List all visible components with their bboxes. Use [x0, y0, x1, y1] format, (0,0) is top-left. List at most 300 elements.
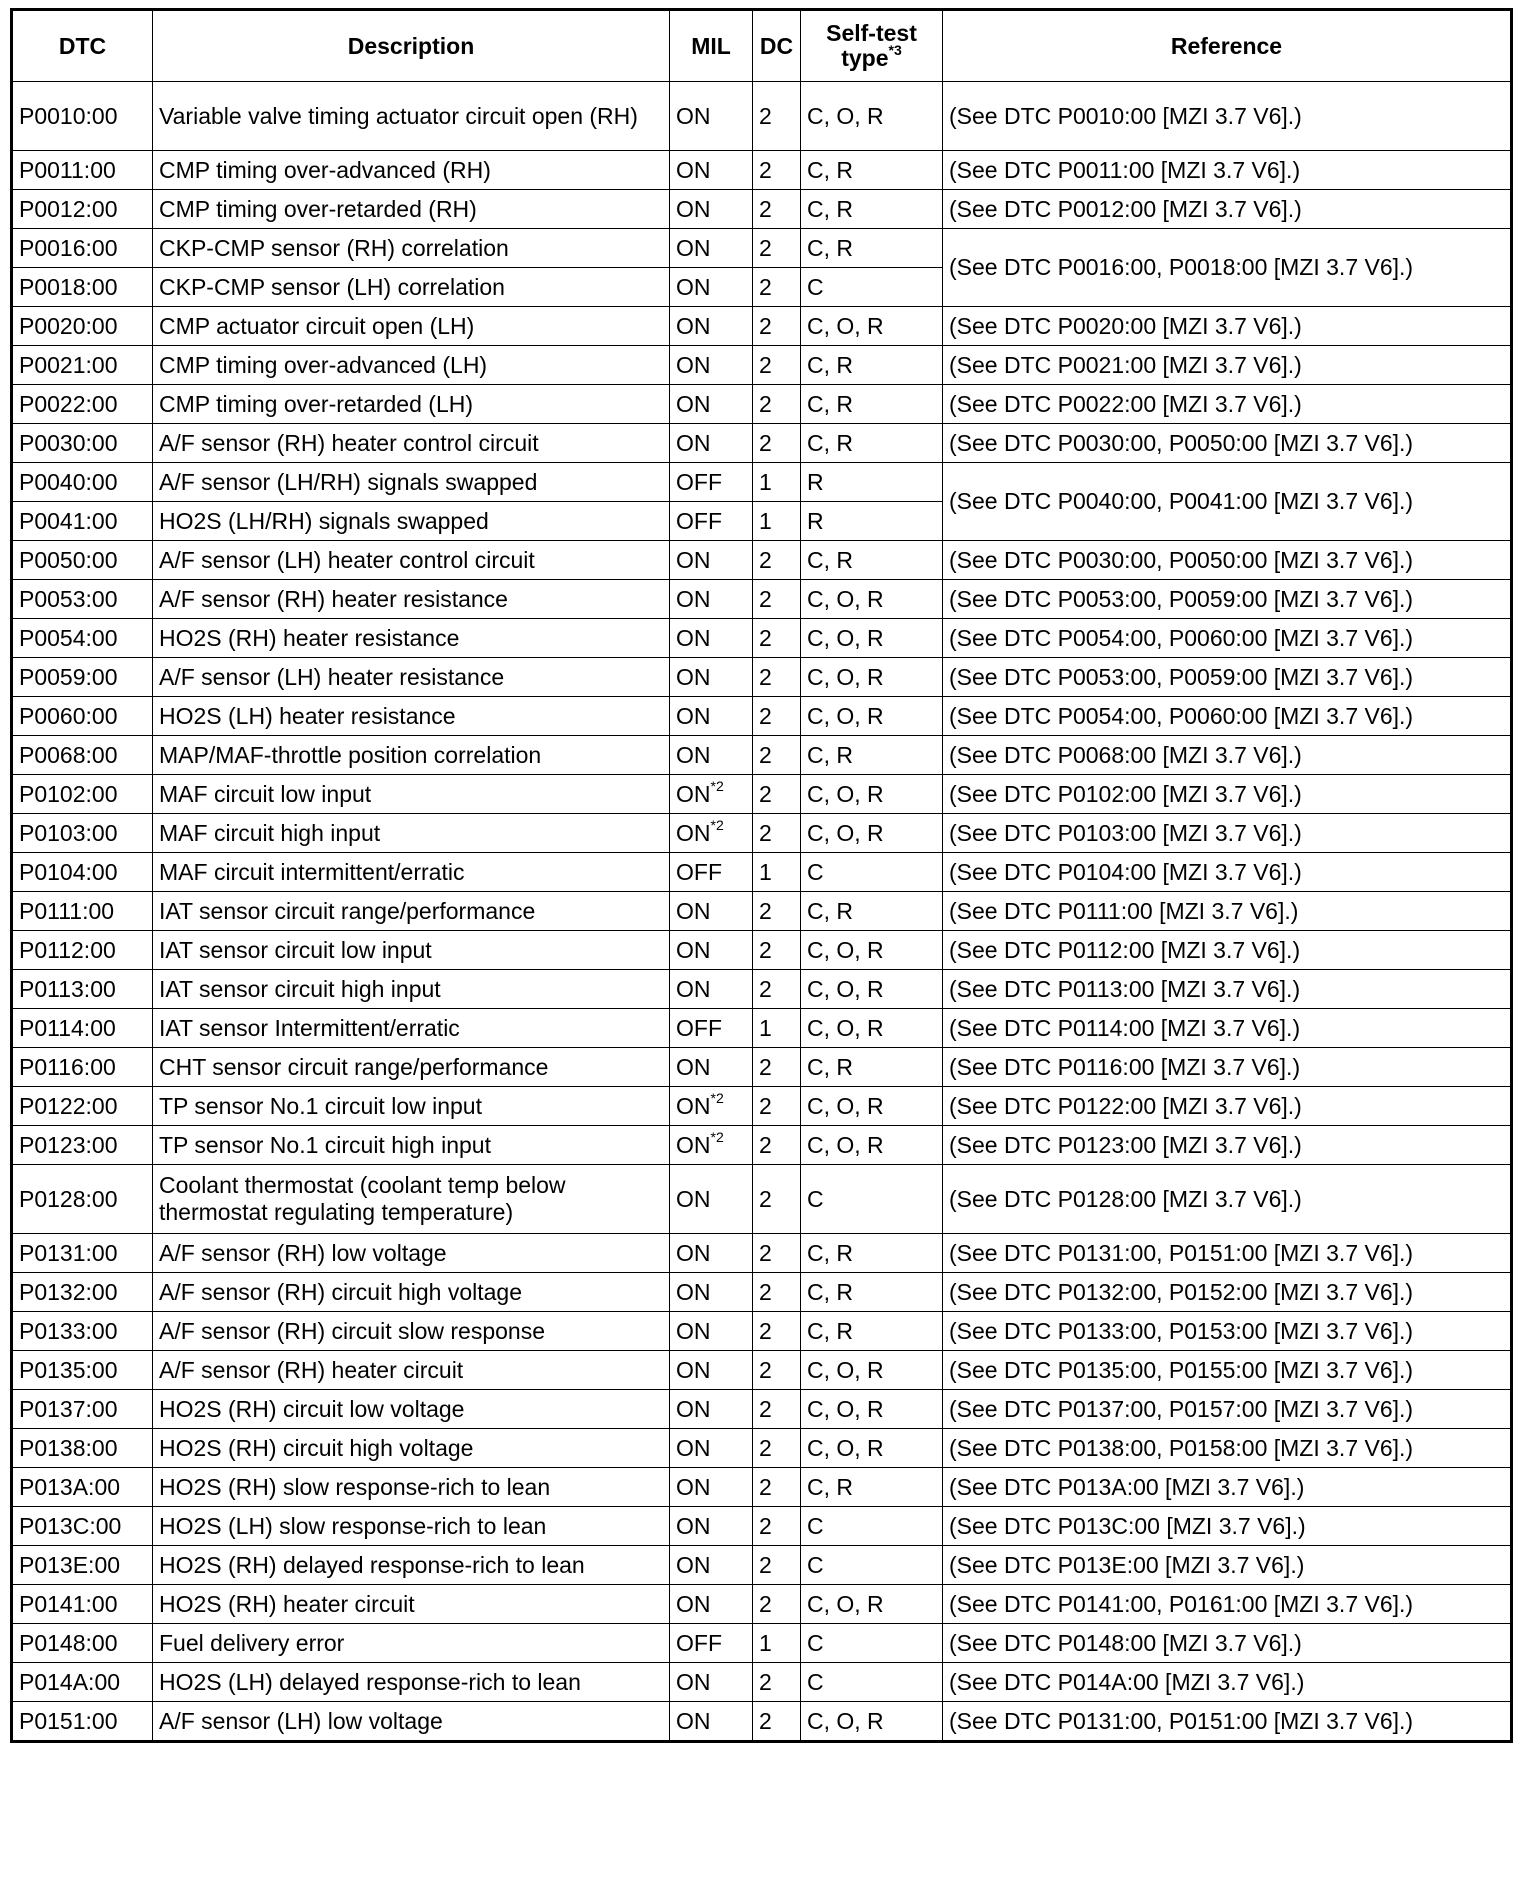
cell-dc: 2 [753, 736, 801, 775]
mil-status: ON [676, 1590, 711, 1617]
cell-self-test-type: C, O, R [801, 619, 943, 658]
cell-dtc-code: P0138:00 [12, 1429, 153, 1468]
cell-dtc-code: P0020:00 [12, 307, 153, 346]
cell-reference: (See DTC P0054:00, P0060:00 [MZI 3.7 V6].) [943, 619, 1512, 658]
mil-status: ON [676, 1356, 711, 1383]
cell-dc: 2 [753, 697, 801, 736]
table-row [12, 892, 1512, 931]
cell-self-test-type: C, O, R [801, 1390, 943, 1429]
cell-reference: (See DTC P013E:00 [MZI 3.7 V6].) [943, 1546, 1512, 1585]
cell-self-test-type: C [801, 853, 943, 892]
cell-dc: 2 [753, 1390, 801, 1429]
mil-status: ON [676, 195, 711, 222]
cell-mil [670, 1663, 753, 1702]
table-row [12, 736, 1512, 775]
table-row [12, 229, 1512, 268]
mil-footnote: *2 [710, 1128, 724, 1145]
cell-description: CMP timing over-retarded (RH) [153, 190, 670, 229]
cell-description: A/F sensor (LH) heater control circuit [153, 541, 670, 580]
header-dc: DC [753, 10, 801, 82]
cell-mil [670, 82, 753, 151]
cell-self-test-type: C, O, R [801, 1429, 943, 1468]
cell-reference: (See DTC P0102:00 [MZI 3.7 V6].) [943, 775, 1512, 814]
cell-description: A/F sensor (RH) heater resistance [153, 580, 670, 619]
table-row [12, 385, 1512, 424]
table-row [12, 1165, 1512, 1234]
cell-mil [670, 1468, 753, 1507]
cell-reference: (See DTC P0128:00 [MZI 3.7 V6].) [943, 1165, 1512, 1234]
cell-self-test-type: C [801, 1507, 943, 1546]
cell-reference: (See DTC P0137:00, P0157:00 [MZI 3.7 V6].) [943, 1390, 1512, 1429]
cell-reference: (See DTC P0040:00, P0041:00 [MZI 3.7 V6].) [943, 463, 1512, 541]
cell-dtc-code: P0116:00 [12, 1048, 153, 1087]
cell-dc: 2 [753, 1234, 801, 1273]
cell-mil [670, 1585, 753, 1624]
mil-status: ON [676, 624, 711, 651]
cell-reference: (See DTC P0053:00, P0059:00 [MZI 3.7 V6].) [943, 658, 1512, 697]
table-row [12, 1546, 1512, 1585]
cell-self-test-type: C, R [801, 229, 943, 268]
cell-dtc-code: P013E:00 [12, 1546, 153, 1585]
cell-self-test-type: C, R [801, 1273, 943, 1312]
cell-reference: (See DTC P0122:00 [MZI 3.7 V6].) [943, 1087, 1512, 1126]
cell-dtc-code: P0135:00 [12, 1351, 153, 1390]
mil-status: OFF [676, 1629, 722, 1656]
mil-status: ON [676, 936, 711, 963]
mil-status: ON [676, 1092, 711, 1119]
cell-dc: 2 [753, 1273, 801, 1312]
cell-self-test-type: C [801, 1165, 943, 1234]
mil-status: ON [676, 1551, 711, 1578]
cell-description: IAT sensor circuit range/performance [153, 892, 670, 931]
cell-reference: (See DTC P0135:00, P0155:00 [MZI 3.7 V6].) [943, 1351, 1512, 1390]
cell-reference: (See DTC P0112:00 [MZI 3.7 V6].) [943, 931, 1512, 970]
cell-dtc-code: P0040:00 [12, 463, 153, 502]
cell-dtc-code: P0128:00 [12, 1165, 153, 1234]
table-row [12, 1273, 1512, 1312]
cell-mil [670, 814, 753, 853]
cell-description: CKP-CMP sensor (LH) correlation [153, 268, 670, 307]
mil-status: ON [676, 1131, 711, 1158]
table-row [12, 1087, 1512, 1126]
cell-self-test-type: C, O, R [801, 775, 943, 814]
table-row [12, 1312, 1512, 1351]
cell-self-test-type: C, R [801, 1234, 943, 1273]
cell-dc: 2 [753, 541, 801, 580]
cell-reference: (See DTC P013C:00 [MZI 3.7 V6].) [943, 1507, 1512, 1546]
cell-self-test-type: C, R [801, 1468, 943, 1507]
mil-status: ON [676, 1707, 711, 1734]
table-row [12, 463, 1512, 502]
cell-reference: (See DTC P0132:00, P0152:00 [MZI 3.7 V6].) [943, 1273, 1512, 1312]
cell-mil [670, 1048, 753, 1087]
cell-self-test-type: C, R [801, 892, 943, 931]
table-row [12, 814, 1512, 853]
cell-dc: 2 [753, 1585, 801, 1624]
mil-status: ON [676, 741, 711, 768]
cell-description: HO2S (LH) heater resistance [153, 697, 670, 736]
cell-description: Fuel delivery error [153, 1624, 670, 1663]
cell-reference: (See DTC P0133:00, P0153:00 [MZI 3.7 V6].) [943, 1312, 1512, 1351]
cell-mil [670, 1087, 753, 1126]
cell-reference: (See DTC P013A:00 [MZI 3.7 V6].) [943, 1468, 1512, 1507]
mil-footnote: *2 [710, 816, 724, 833]
table-row [12, 853, 1512, 892]
cell-dtc-code: P0102:00 [12, 775, 153, 814]
cell-self-test-type: C, O, R [801, 1702, 943, 1742]
cell-dc: 2 [753, 1165, 801, 1234]
mil-status: ON [676, 312, 711, 339]
cell-mil [670, 1546, 753, 1585]
mil-status: ON [676, 234, 711, 261]
cell-description: HO2S (RH) circuit high voltage [153, 1429, 670, 1468]
table-row [12, 346, 1512, 385]
cell-description: MAF circuit high input [153, 814, 670, 853]
cell-reference: (See DTC P0030:00, P0050:00 [MZI 3.7 V6].) [943, 541, 1512, 580]
cell-dtc-code: P0151:00 [12, 1702, 153, 1742]
cell-mil [670, 268, 753, 307]
mil-status: ON [676, 1668, 711, 1695]
cell-dtc-code: P0122:00 [12, 1087, 153, 1126]
cell-reference: (See DTC P0020:00 [MZI 3.7 V6].) [943, 307, 1512, 346]
table-row [12, 1009, 1512, 1048]
table-row [12, 424, 1512, 463]
cell-dc: 2 [753, 229, 801, 268]
cell-description: A/F sensor (LH) low voltage [153, 1702, 670, 1742]
table-row [12, 1351, 1512, 1390]
table-row [12, 1390, 1512, 1429]
mil-status: ON [676, 780, 711, 807]
cell-reference: (See DTC P014A:00 [MZI 3.7 V6].) [943, 1663, 1512, 1702]
mil-status: OFF [676, 1014, 722, 1041]
mil-status: ON [676, 102, 711, 129]
cell-dc: 2 [753, 1468, 801, 1507]
cell-mil [670, 190, 753, 229]
cell-description: A/F sensor (LH/RH) signals swapped [153, 463, 670, 502]
cell-dc: 2 [753, 82, 801, 151]
mil-status: ON [676, 351, 711, 378]
mil-status: ON [676, 546, 711, 573]
table-row [12, 619, 1512, 658]
cell-dc: 1 [753, 1624, 801, 1663]
cell-self-test-type: C, R [801, 385, 943, 424]
cell-reference: (See DTC P0141:00, P0161:00 [MZI 3.7 V6].) [943, 1585, 1512, 1624]
mil-status: ON [676, 1512, 711, 1539]
cell-description: CMP timing over-advanced (LH) [153, 346, 670, 385]
cell-dtc-code: P0053:00 [12, 580, 153, 619]
cell-self-test-type: C [801, 1624, 943, 1663]
cell-dc: 2 [753, 1702, 801, 1742]
cell-reference: (See DTC P0053:00, P0059:00 [MZI 3.7 V6].) [943, 580, 1512, 619]
cell-reference: (See DTC P0021:00 [MZI 3.7 V6].) [943, 346, 1512, 385]
cell-description: IAT sensor circuit high input [153, 970, 670, 1009]
cell-dtc-code: P0123:00 [12, 1126, 153, 1165]
cell-mil [670, 424, 753, 463]
mil-status: OFF [676, 507, 722, 534]
cell-dtc-code: P0068:00 [12, 736, 153, 775]
cell-dtc-code: P0132:00 [12, 1273, 153, 1312]
cell-reference: (See DTC P0111:00 [MZI 3.7 V6].) [943, 892, 1512, 931]
table-row [12, 1585, 1512, 1624]
table-row [12, 307, 1512, 346]
cell-dtc-code: P0018:00 [12, 268, 153, 307]
cell-description: A/F sensor (RH) heater circuit [153, 1351, 670, 1390]
cell-dtc-code: P014A:00 [12, 1663, 153, 1702]
mil-status: ON [676, 1278, 711, 1305]
cell-dc: 2 [753, 424, 801, 463]
cell-reference: (See DTC P0054:00, P0060:00 [MZI 3.7 V6].) [943, 697, 1512, 736]
table-row [12, 190, 1512, 229]
dtc-table-sheet [10, 8, 1510, 1743]
cell-description: IAT sensor circuit low input [153, 931, 670, 970]
cell-dc: 2 [753, 1351, 801, 1390]
table-row [12, 1507, 1512, 1546]
cell-self-test-type: C, O, R [801, 1351, 943, 1390]
cell-self-test-type: C, R [801, 736, 943, 775]
cell-self-test-type: C, R [801, 1048, 943, 1087]
cell-description: CKP-CMP sensor (RH) correlation [153, 229, 670, 268]
table-row [12, 1702, 1512, 1742]
cell-description: TP sensor No.1 circuit low input [153, 1087, 670, 1126]
cell-mil [670, 1312, 753, 1351]
mil-status: ON [676, 1053, 711, 1080]
header-self-test-type [801, 10, 943, 82]
cell-dtc-code: P0137:00 [12, 1390, 153, 1429]
mil-status: ON [676, 663, 711, 690]
cell-dtc-code: P0050:00 [12, 541, 153, 580]
cell-reference: (See DTC P0116:00 [MZI 3.7 V6].) [943, 1048, 1512, 1087]
mil-status: ON [676, 975, 711, 1002]
cell-dtc-code: P0054:00 [12, 619, 153, 658]
dtc-table [10, 8, 1513, 1743]
cell-self-test-type: C, O, R [801, 1087, 943, 1126]
cell-description: HO2S (RH) heater resistance [153, 619, 670, 658]
header-mil: MIL [670, 10, 753, 82]
cell-description: A/F sensor (RH) low voltage [153, 1234, 670, 1273]
cell-reference: (See DTC P0010:00 [MZI 3.7 V6].) [943, 82, 1512, 151]
cell-dtc-code: P0010:00 [12, 82, 153, 151]
cell-self-test-type: C, O, R [801, 1126, 943, 1165]
cell-mil [670, 1165, 753, 1234]
cell-mil [670, 1234, 753, 1273]
cell-self-test-type: C, O, R [801, 697, 943, 736]
cell-reference: (See DTC P0103:00 [MZI 3.7 V6].) [943, 814, 1512, 853]
table-row [12, 1663, 1512, 1702]
cell-dtc-code: P0059:00 [12, 658, 153, 697]
table-row [12, 580, 1512, 619]
cell-mil [670, 892, 753, 931]
table-row [12, 151, 1512, 190]
cell-dtc-code: P0060:00 [12, 697, 153, 736]
cell-dc: 1 [753, 502, 801, 541]
mil-status: ON [676, 156, 711, 183]
cell-dc: 2 [753, 814, 801, 853]
table-row [12, 658, 1512, 697]
cell-description: Variable valve timing actuator circuit open (RH) [153, 82, 670, 151]
cell-dc: 2 [753, 307, 801, 346]
cell-mil [670, 1009, 753, 1048]
cell-mil [670, 541, 753, 580]
cell-reference: (See DTC P0123:00 [MZI 3.7 V6].) [943, 1126, 1512, 1165]
table-row [12, 1624, 1512, 1663]
mil-footnote: *2 [710, 1089, 724, 1106]
cell-description: HO2S (LH) slow response-rich to lean [153, 1507, 670, 1546]
mil-status: ON [676, 585, 711, 612]
cell-dc: 2 [753, 1312, 801, 1351]
cell-dc: 2 [753, 931, 801, 970]
cell-dc: 2 [753, 1087, 801, 1126]
cell-reference: (See DTC P0113:00 [MZI 3.7 V6].) [943, 970, 1512, 1009]
cell-description: HO2S (RH) heater circuit [153, 1585, 670, 1624]
cell-dtc-code: P0012:00 [12, 190, 153, 229]
cell-self-test-type: C, O, R [801, 970, 943, 1009]
mil-status: ON [676, 819, 711, 846]
cell-dc: 2 [753, 151, 801, 190]
cell-description: A/F sensor (RH) circuit slow response [153, 1312, 670, 1351]
header-self-test-line1: Self-test [826, 20, 917, 46]
cell-dc: 2 [753, 1546, 801, 1585]
cell-description: CHT sensor circuit range/performance [153, 1048, 670, 1087]
cell-dc: 2 [753, 190, 801, 229]
cell-description: CMP actuator circuit open (LH) [153, 307, 670, 346]
cell-mil [670, 1390, 753, 1429]
cell-description: MAF circuit low input [153, 775, 670, 814]
cell-dc: 2 [753, 268, 801, 307]
cell-dc: 1 [753, 1009, 801, 1048]
cell-self-test-type: C, O, R [801, 658, 943, 697]
cell-reference: (See DTC P0114:00 [MZI 3.7 V6].) [943, 1009, 1512, 1048]
cell-self-test-type: C, R [801, 424, 943, 463]
cell-dtc-code: P0022:00 [12, 385, 153, 424]
header-self-test-footnote: *3 [888, 42, 902, 59]
header-dtc: DTC [12, 10, 153, 82]
mil-status: ON [676, 1317, 711, 1344]
table-row [12, 697, 1512, 736]
cell-self-test-type: C, O, R [801, 307, 943, 346]
mil-status: OFF [676, 468, 722, 495]
cell-reference: (See DTC P0131:00, P0151:00 [MZI 3.7 V6].) [943, 1702, 1512, 1742]
cell-mil [670, 1702, 753, 1742]
header-description: Description [153, 10, 670, 82]
cell-mil [670, 931, 753, 970]
cell-self-test-type: C, O, R [801, 931, 943, 970]
cell-description: HO2S (LH/RH) signals swapped [153, 502, 670, 541]
cell-reference: (See DTC P0022:00 [MZI 3.7 V6].) [943, 385, 1512, 424]
cell-description: A/F sensor (RH) heater control circuit [153, 424, 670, 463]
cell-dc: 2 [753, 970, 801, 1009]
table-row [12, 775, 1512, 814]
mil-status: ON [676, 390, 711, 417]
cell-mil [670, 307, 753, 346]
cell-dtc-code: P0104:00 [12, 853, 153, 892]
cell-dc: 2 [753, 385, 801, 424]
cell-reference: (See DTC P0131:00, P0151:00 [MZI 3.7 V6].) [943, 1234, 1512, 1273]
cell-dtc-code: P0021:00 [12, 346, 153, 385]
cell-reference: (See DTC P0148:00 [MZI 3.7 V6].) [943, 1624, 1512, 1663]
cell-mil [670, 775, 753, 814]
cell-mil [670, 697, 753, 736]
cell-dtc-code: P0141:00 [12, 1585, 153, 1624]
cell-self-test-type: C [801, 268, 943, 307]
cell-mil [670, 1624, 753, 1663]
cell-description: CMP timing over-advanced (RH) [153, 151, 670, 190]
mil-footnote: *2 [710, 777, 724, 794]
cell-dc: 2 [753, 1126, 801, 1165]
cell-self-test-type: C [801, 1663, 943, 1702]
cell-description: Coolant thermostat (coolant temp below thermostat regulating temperature) [153, 1165, 670, 1234]
cell-mil [670, 1351, 753, 1390]
mil-status: ON [676, 1239, 711, 1266]
cell-description: TP sensor No.1 circuit high input [153, 1126, 670, 1165]
cell-mil [670, 151, 753, 190]
cell-mil [670, 502, 753, 541]
cell-dtc-code: P0114:00 [12, 1009, 153, 1048]
cell-mil [670, 1429, 753, 1468]
cell-reference: (See DTC P0030:00, P0050:00 [MZI 3.7 V6].) [943, 424, 1512, 463]
cell-self-test-type: C, O, R [801, 82, 943, 151]
cell-mil [670, 1273, 753, 1312]
cell-description: CMP timing over-retarded (LH) [153, 385, 670, 424]
header-self-test-line2: type [841, 45, 889, 71]
cell-dc: 2 [753, 346, 801, 385]
cell-dc: 2 [753, 658, 801, 697]
cell-dtc-code: P013A:00 [12, 1468, 153, 1507]
cell-mil [670, 580, 753, 619]
cell-self-test-type: C, R [801, 151, 943, 190]
table-row [12, 1048, 1512, 1087]
mil-status: ON [676, 1434, 711, 1461]
cell-dtc-code: P0103:00 [12, 814, 153, 853]
table-row [12, 970, 1512, 1009]
table-row [12, 931, 1512, 970]
cell-dc: 2 [753, 1663, 801, 1702]
cell-dc: 2 [753, 1048, 801, 1087]
cell-reference: (See DTC P0138:00, P0158:00 [MZI 3.7 V6].) [943, 1429, 1512, 1468]
cell-mil [670, 1126, 753, 1165]
mil-status: ON [676, 1185, 711, 1212]
cell-description: MAF circuit intermittent/erratic [153, 853, 670, 892]
mil-status: ON [676, 897, 711, 924]
cell-dtc-code: P0112:00 [12, 931, 153, 970]
cell-dtc-code: P0016:00 [12, 229, 153, 268]
table-row [12, 1429, 1512, 1468]
mil-status: ON [676, 702, 711, 729]
cell-description: MAP/MAF-throttle position correlation [153, 736, 670, 775]
dtc-table-body [12, 82, 1512, 1742]
cell-dtc-code: P0148:00 [12, 1624, 153, 1663]
cell-description: A/F sensor (LH) heater resistance [153, 658, 670, 697]
cell-reference: (See DTC P0068:00 [MZI 3.7 V6].) [943, 736, 1512, 775]
cell-reference: (See DTC P0104:00 [MZI 3.7 V6].) [943, 853, 1512, 892]
cell-mil [670, 346, 753, 385]
cell-dtc-code: P0113:00 [12, 970, 153, 1009]
cell-dc: 2 [753, 892, 801, 931]
cell-mil [670, 229, 753, 268]
cell-dtc-code: P0133:00 [12, 1312, 153, 1351]
table-header-row [12, 10, 1512, 82]
cell-dc: 2 [753, 580, 801, 619]
cell-self-test-type: C, R [801, 190, 943, 229]
cell-reference: (See DTC P0011:00 [MZI 3.7 V6].) [943, 151, 1512, 190]
cell-dtc-code: P0011:00 [12, 151, 153, 190]
cell-description: HO2S (LH) delayed response-rich to lean [153, 1663, 670, 1702]
cell-dtc-code: P0030:00 [12, 424, 153, 463]
cell-description: IAT sensor Intermittent/erratic [153, 1009, 670, 1048]
cell-dtc-code: P0131:00 [12, 1234, 153, 1273]
cell-dc: 2 [753, 619, 801, 658]
cell-mil [670, 736, 753, 775]
cell-self-test-type: C [801, 1546, 943, 1585]
